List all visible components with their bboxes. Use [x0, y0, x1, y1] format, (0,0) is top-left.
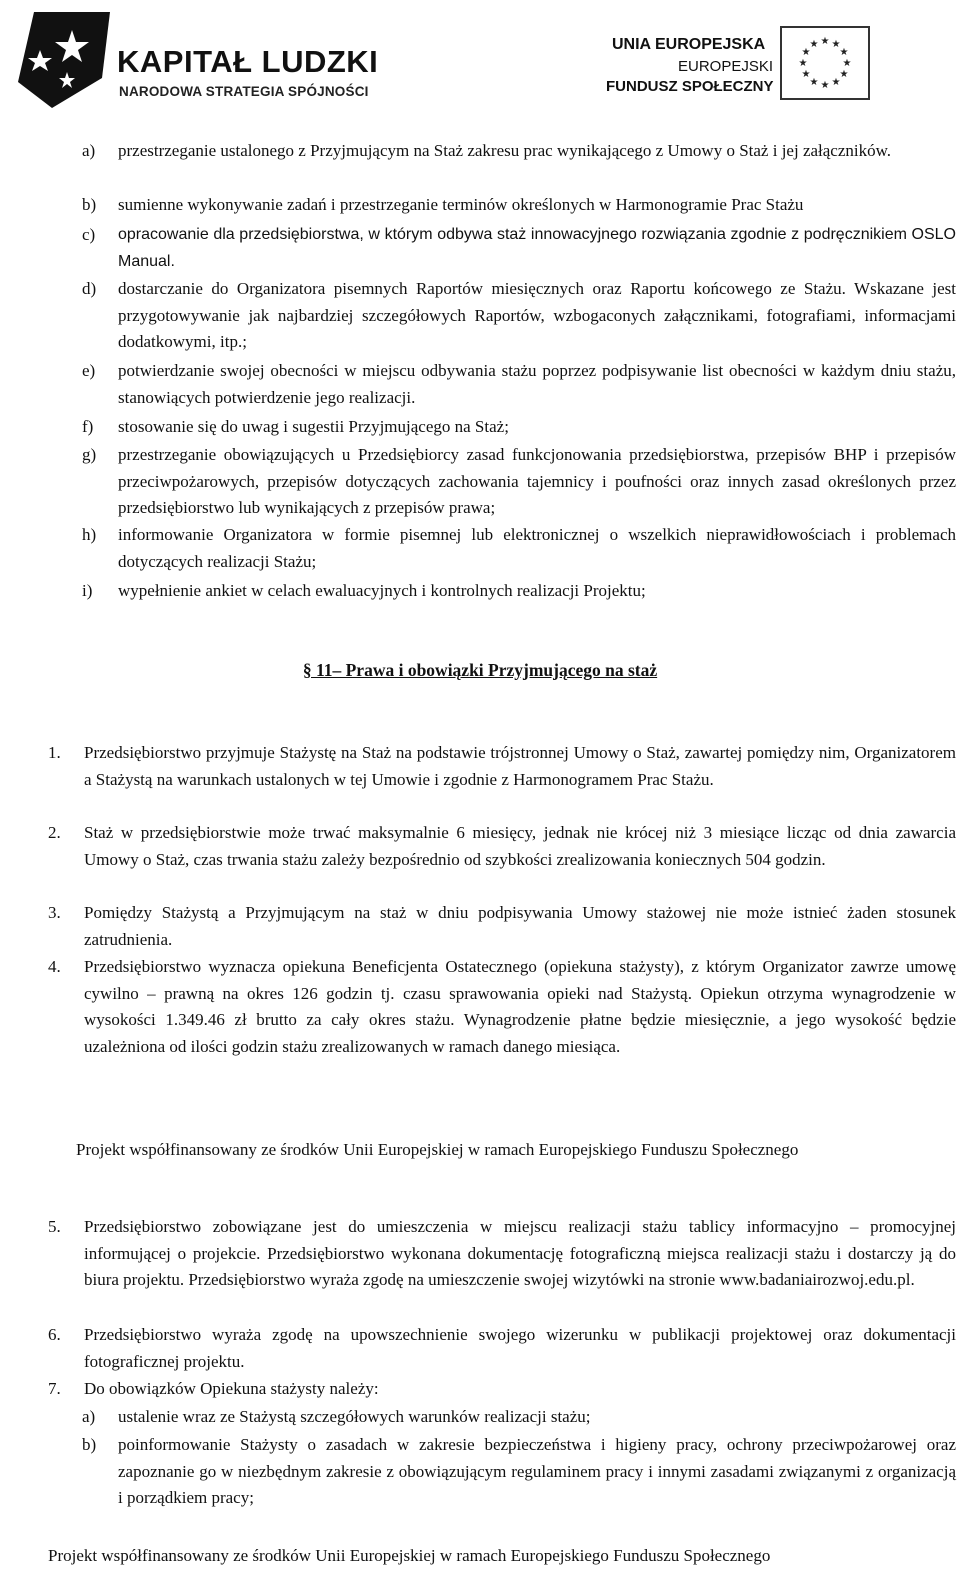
svg-text:★: ★	[839, 69, 849, 80]
list-label: 5.	[48, 1217, 61, 1236]
eu-logo	[598, 22, 958, 104]
list-label: 3.	[48, 903, 61, 922]
svg-text:★: ★	[831, 77, 841, 88]
eu-line-3: FUNDUSZ SPOŁECZNY	[606, 78, 774, 95]
svg-text:★: ★	[798, 58, 808, 69]
list-item: wypełnienie ankiet w celach ewaluacyjnych i kontrolnych realizacji Projektu;	[118, 581, 646, 600]
list-item: Przedsiębiorstwo przyjmuje Stażystę na Staż na podstawie trójstronnej Umowy o Staż, zawartej pomiędzy nim, Organizatorem a Stażystą na warunkach ustalonych w tej Umowie i zgodnie z Harmonogramem Prac Stażu.	[84, 743, 956, 789]
list-item: ustalenie wraz ze Stażystą szczegółowych warunków realizacji stażu;	[118, 1407, 591, 1426]
list-label: a)	[82, 1407, 96, 1426]
list-label: 2.	[48, 823, 61, 842]
list-label: b)	[82, 1435, 97, 1454]
logo-subtitle: NARODOWA STRATEGIA SPÓJNOŚCI	[119, 84, 369, 99]
list-label: e)	[82, 361, 96, 380]
eu-flag-icon	[780, 26, 870, 100]
svg-text:★: ★	[801, 47, 811, 58]
kapital-ludzki-logo	[12, 10, 412, 110]
list-item: potwierdzanie swojej obecności w miejscu odbywania stażu poprzez podpisywanie list obecności w każdym dniu stażu, stanowiących potwierdzenie jego realizacji.	[118, 361, 956, 407]
list-label: a)	[82, 141, 96, 160]
list-item: informowanie Organizatora w formie pisemnej lub elektronicznej o wszelkich nieprawidłowościach i problemach dotyczących realizacji Stażu;	[118, 525, 956, 571]
eu-line-1: UNIA EUROPEJSKA	[612, 36, 766, 53]
eu-line-2: EUROPEJSKI	[678, 58, 774, 75]
star-emblem-icon	[12, 10, 112, 110]
list-item: Staż w przedsiębiorstwie może trwać maksymalnie 6 miesięcy, jednak nie krócej niż 3 miesiące licząc od dnia zawarcia Umowy o Staż, czas trwania stażu zależy bezpośrednio od szybkości zrealizowania koniecznych 504 godzin.	[84, 823, 956, 869]
svg-text:★: ★	[820, 36, 830, 47]
list-item: dostarczanie do Organizatora pisemnych Raportów miesięcznych oraz Raportu końcowego ze Stażu. Wskazane jest przygotowywanie jak najbardziej szczegółowych Raportów, wzbogaconych załącznikami, fotografiami, informacjami dodatkowymi, itp.;	[118, 279, 956, 351]
list-label: 7.	[48, 1379, 61, 1398]
section-heading: § 11– Prawa i obowiązki Przyjmującego na staż	[302, 660, 658, 680]
list-label: f)	[82, 417, 94, 436]
page-footer-bottom: Projekt współfinansowany ze środków Unii Europejskiej w ramach Europejskiego Funduszu Społecznego	[48, 1546, 771, 1565]
list-item: Przedsiębiorstwo wyznacza opiekuna Beneficjenta Ostatecznego (opiekuna stażysty), z którym Organizator zawrze umowę cywilno – prawną na okres 126 godzin tj. czasu sprawowania opieki nad Stażystą. Opiekun otrzyma wynagrodzenie w wysokości 1.349.46 zł brutto za cały okres stażu. Wynagrodzenie płatne będzie miesięcznie, a jego wysokość będzie uzależniona od ilości godzin stażu zrealizowanych w ramach danego miesiąca.	[84, 957, 956, 1056]
page-footer: Projekt współfinansowany ze środków Unii Europejskiej w ramach Europejskiego Funduszu Społecznego	[76, 1140, 799, 1159]
svg-text:★: ★	[809, 77, 819, 88]
list-item: sumienne wykonywanie zadań i przestrzeganie terminów określonych w Harmonogramie Prac Stażu	[118, 195, 804, 214]
svg-text:★: ★	[801, 69, 811, 80]
list-label: c)	[82, 225, 96, 244]
list-item: Przedsiębiorstwo wyraża zgodę na upowszechnienie swojego wizerunku w publikacji projektowej oraz dokumentacji fotograficznej projektu.	[84, 1325, 956, 1371]
logo-title: KAPITAŁ LUDZKI	[117, 44, 379, 79]
list-item: Pomiędzy Stażystą a Przyjmującym na staż w dniu podpisywania Umowy stażowej nie może istnieć żaden stosunek zatrudnienia.	[84, 903, 956, 949]
list-item: Do obowiązków Opiekuna stażysty należy:	[84, 1379, 379, 1398]
list-label: b)	[82, 195, 97, 214]
list-item: poinformowanie Stażysty o zasadach w zakresie bezpieczeństwa i higieny pracy, ochrony przeciwpożarowej oraz zapoznanie go w niezbędnym zakresie z obowiązującym regulaminem pracy i innymi zasadami związanymi z organizacją i porządkiem pracy;	[118, 1435, 956, 1507]
list-item: stosowanie się do uwag i sugestii Przyjmującego na Staż;	[118, 417, 509, 436]
list-item: przestrzeganie ustalonego z Przyjmującym na Staż zakresu prac wynikającego z Umowy o Staż i jej załączników.	[118, 141, 892, 160]
list-label: i)	[82, 581, 93, 600]
svg-text:★: ★	[842, 58, 852, 69]
svg-text:★: ★	[839, 47, 849, 58]
list-label: h)	[82, 525, 97, 544]
list-item: opracowanie dla przedsiębiorstwa, w którym odbywa staż innowacyjnego rozwiązania zgodnie z podręcznikiem OSLO Manual.	[118, 226, 956, 270]
list-label: d)	[82, 279, 97, 298]
list-label: g)	[82, 445, 97, 464]
list-item: Przedsiębiorstwo zobowiązane jest do umieszczenia w miejscu realizacji stażu tablicy informacyjno – promocyjnej informującej o projekcie. Przedsiębiorstwo wykonana dokumentację fotograficzną miejsca realizacji stażu i dostarczy ją do biura projektu. Przedsiębiorstwo wyraża zgodę na umieszczenie swojej wizytówki na stronie www.badaniairozwoj.edu.pl.	[84, 1217, 956, 1289]
svg-text:★: ★	[820, 80, 830, 91]
svg-text:★: ★	[831, 39, 841, 50]
list-label: 1.	[48, 743, 61, 762]
list-item: przestrzeganie obowiązujących u Przedsiębiorcy zasad funkcjonowania przedsiębiorstwa, przepisów BHP i przepisów przeciwpożarowych, przepisów dotyczących zachowania tajemnicy i poufności oraz innych zasad określonych przez przedsiębiorstwo lub wynikających z przepisów prawa;	[118, 445, 956, 517]
list-label: 4.	[48, 957, 61, 976]
svg-text:★: ★	[809, 39, 819, 50]
list-label: 6.	[48, 1325, 61, 1344]
